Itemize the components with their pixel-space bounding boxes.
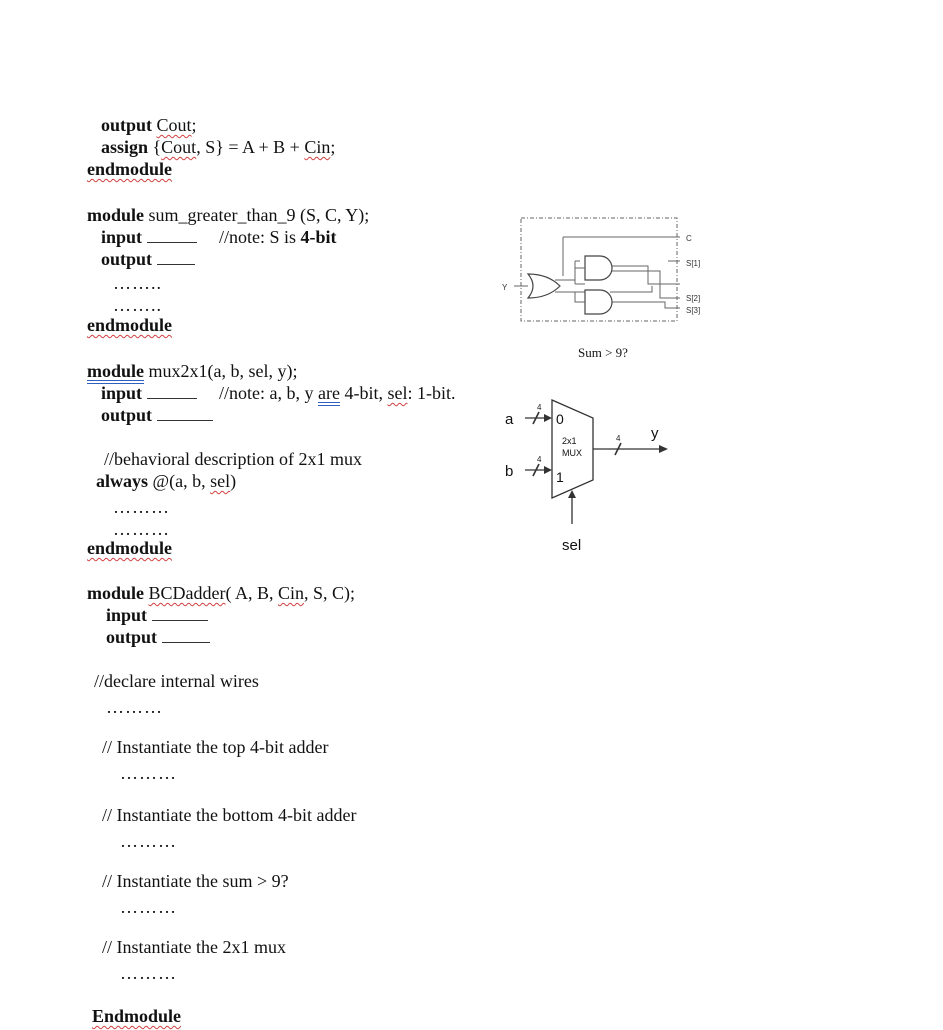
wire-s2-bottom — [610, 286, 652, 292]
keyword-input: input — [101, 227, 143, 247]
width-b: 4 — [537, 455, 542, 464]
keyword-input: input — [101, 383, 143, 403]
sum9-caption: Sum > 9? — [578, 345, 628, 360]
sum9-endmodule: endmodule — [87, 315, 173, 335]
sum9-dots-2: …….. — [113, 295, 162, 315]
wire-s3-bottom — [610, 302, 680, 308]
input-note: //note: S is — [219, 227, 301, 247]
bcd-comment-top-adder: // Instantiate the top 4-bit adder — [102, 737, 329, 757]
arrow-sel — [568, 490, 576, 498]
label-s2: S[2] — [686, 294, 701, 303]
label-y: Y — [502, 283, 508, 292]
keyword-module: module — [87, 361, 145, 381]
bcd-dots-2: ……… — [120, 763, 177, 783]
mux-dots-1: ……… — [113, 497, 170, 517]
bcd-comment-sum9: // Instantiate the sum > 9? — [102, 871, 289, 891]
input-note: 4-bit, — [340, 383, 388, 403]
bcd-dots-3: ……… — [120, 831, 177, 851]
input-1: 1 — [556, 469, 564, 485]
keyword-output: output — [101, 405, 153, 425]
wire-or-in-1 — [555, 268, 585, 280]
input-note-width: 4-bit — [300, 227, 337, 247]
mux-endmodule: endmodule — [87, 538, 173, 558]
assign-part: { — [152, 137, 162, 157]
arrow-y — [659, 445, 668, 453]
keyword-output: output — [106, 627, 158, 647]
input-note: : 1-bit. — [407, 383, 456, 403]
keyword-input: input — [106, 605, 148, 625]
always-part: @(a, b, — [148, 471, 211, 491]
semicolon: ; — [191, 115, 197, 135]
module-name: BCDadder — [148, 583, 226, 603]
bcd-comment-wires: //declare internal wires — [94, 671, 259, 691]
bcd-dots-1: ……… — [106, 697, 163, 717]
mux-label-2x1: 2x1 — [562, 436, 577, 446]
arrow-a — [544, 414, 552, 422]
module-signature: mux2x1(a, b, sel, y); — [144, 361, 298, 381]
keyword-module: module — [87, 583, 145, 603]
bcd-endmodule: Endmodule — [92, 1006, 182, 1026]
and-gate-top — [585, 256, 612, 280]
note-are: are — [318, 383, 340, 403]
keyword-output: output — [101, 249, 153, 269]
signal-cout: Cout — [156, 115, 192, 135]
or-gate — [528, 274, 560, 298]
wire-or-in-2 — [555, 292, 585, 302]
always-sel: sel — [210, 471, 231, 491]
bcd-comment-mux: // Instantiate the 2x1 mux — [102, 937, 286, 957]
module-signature: ( A, B, — [225, 583, 279, 603]
label-s1: S[1] — [686, 259, 701, 268]
label-sel: sel — [562, 537, 582, 554]
module-signature: sum_greater_than_9 (S, C, Y); — [144, 205, 370, 225]
input-note: //note: a, b, y — [219, 383, 319, 403]
signal-cin: Cin — [304, 137, 331, 157]
mux-dots-2: ……… — [113, 519, 170, 539]
note-sel: sel — [387, 383, 408, 403]
keyword-assign: assign — [101, 137, 149, 157]
label-b: b — [505, 463, 514, 480]
keyword-module: module — [87, 205, 145, 225]
assign-part: , S} = A + B + — [196, 137, 305, 157]
keyword-always: always — [96, 471, 149, 491]
assign-part: ; — [330, 137, 336, 157]
signal-cin: Cin — [278, 583, 305, 603]
label-c: C — [686, 234, 692, 243]
sum9-dots-1: …….. — [113, 273, 162, 293]
label-y: y — [651, 425, 659, 442]
label-a: a — [505, 411, 514, 428]
width-y: 4 — [616, 434, 621, 443]
bcd-comment-bottom-adder: // Instantiate the bottom 4-bit adder — [102, 805, 357, 825]
always-part: ) — [230, 471, 237, 491]
and-gate-bottom — [585, 290, 612, 314]
adder-endmodule: endmodule — [87, 159, 173, 179]
input-0: 0 — [556, 411, 564, 427]
signal-cout: Cout — [161, 137, 197, 157]
module-signature: , S, C); — [304, 583, 356, 603]
arrow-b — [544, 466, 552, 474]
label-s3: S[3] — [686, 306, 701, 315]
width-a: 4 — [537, 403, 542, 412]
keyword-output: output — [101, 115, 153, 135]
bcd-dots-5: ……… — [120, 963, 177, 983]
bcd-dots-4: ……… — [120, 897, 177, 917]
mux-comment: //behavioral description of 2x1 mux — [104, 449, 362, 469]
wire-s2-top — [610, 266, 680, 284]
mux-label-mux: MUX — [562, 448, 582, 458]
